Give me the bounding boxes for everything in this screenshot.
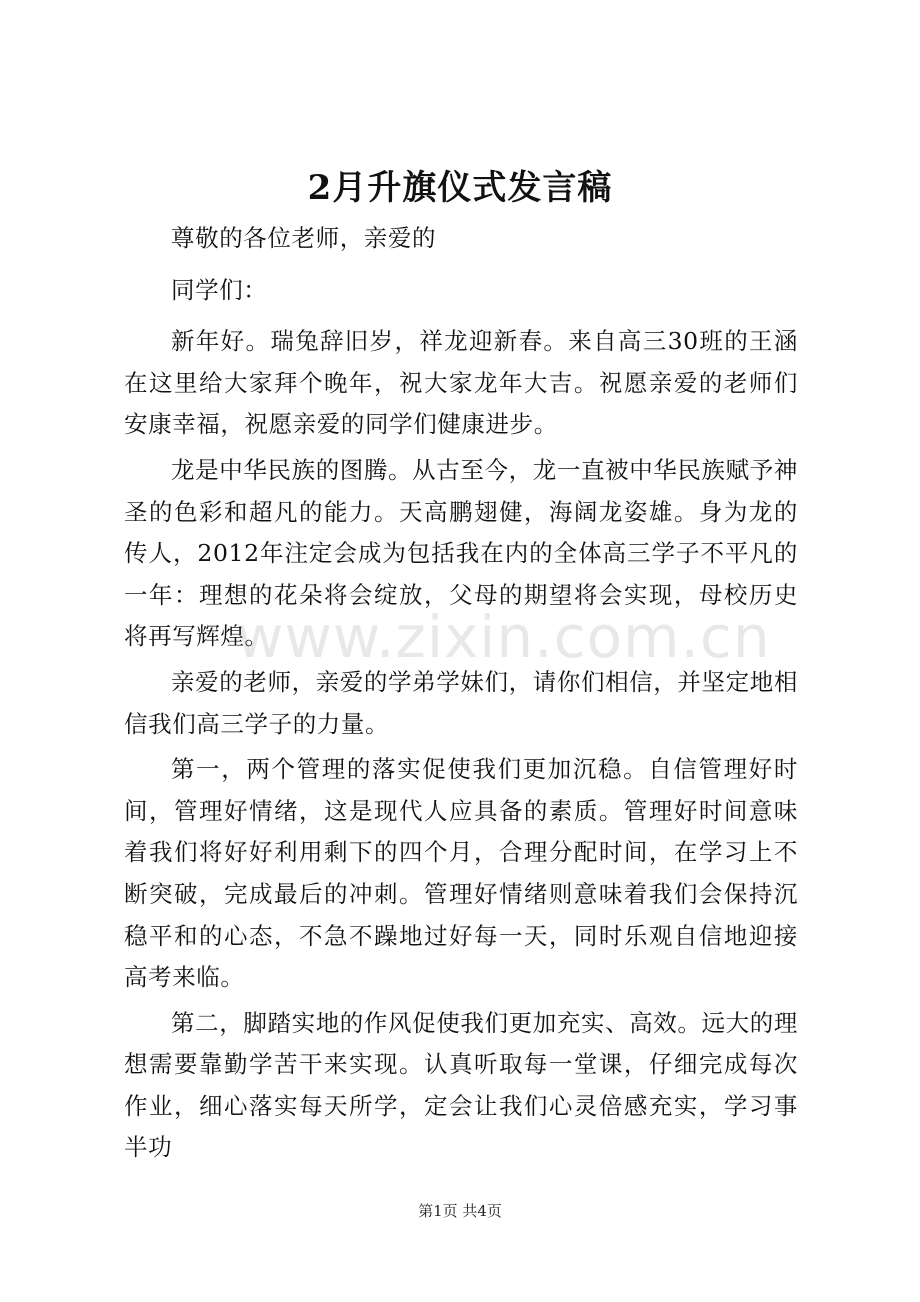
document-body [124, 218, 798, 1173]
page-title: 2月升旗仪式发言稿 [307, 168, 613, 208]
salutation-line-1: 尊敬的各位老师，亲爱的 [171, 224, 437, 252]
watermark: www.zixin.com.cn [236, 603, 771, 671]
paragraph-greeting: 新年好。瑞兔辞旧岁，祥龙迎新春。来自高三30班的王涵在这里给大家拜个晚年，祝大家龙年大吉。祝愿亲爱的老师们安康幸福，祝愿亲爱的同学们健康进步。 [124, 327, 798, 439]
page-number-footer: 第1页 共4页 [418, 1202, 502, 1220]
paragraph-point-one: 第一，两个管理的落实促使我们更加沉稳。自信管理好时间，管理好情绪，这是现代人应具备的素质。管理好时间意味着我们将好好利用剩下的四个月，合理分配时间，在学习上不断突破，完成最后的冲刺。管理好情绪则意味着我们会保持沉稳平和的心态，不急不躁地过好每一天，同时乐观自信地迎接高考来临。 [124, 755, 798, 992]
paragraph-point-two: 第二，脚踏实地的作风促使我们更加充实、高效。远大的理想需要靠勤学苦干来实现。认真听取每一堂课，仔细完成每次作业，细心落实每天所学，定会让我们心灵倍感充实，学习事半功 [124, 1008, 798, 1162]
salutation-line-2: 同学们： [171, 275, 268, 304]
paragraph-dragon: 龙是中华民族的图腾。从古至今，龙一直被中华民族赋予神圣的色彩和超凡的能力。天高鹏翅健，海阔龙姿雄。身为龙的传人，2012年注定会成为包括我在内的全体高三学子不平凡的一年：理想的花朵将会绽放，父母的期望将会实现，母校历史将再写辉煌。 [124, 455, 798, 651]
paragraph-believe: 亲爱的老师，亲爱的学弟学妹们，请你们相信，并坚定地相信我们高三学子的力量。 [124, 667, 798, 738]
